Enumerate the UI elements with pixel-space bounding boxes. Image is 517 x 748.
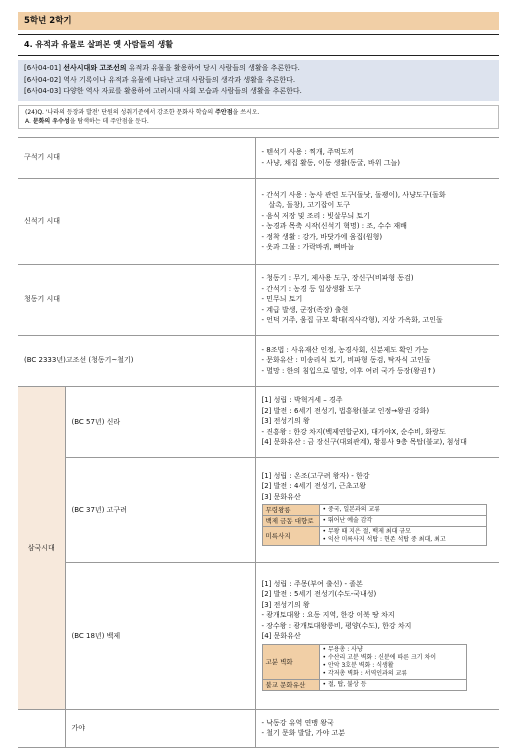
kingdom-label: (BC 37년) 고구려 — [65, 457, 255, 562]
kingdom-detail: [1] 성립 : 박혁거세 – 경주 [2] 발전 : 6세기 전성기, 법흥왕(불교 인정→왕권 강화) [3] 전성기의 왕 - 진흥왕 : 한강 차지(백제연합군X), 대가야X, 순수비, 화랑도 [4] 문화유산 : 금 장신구(대외관계), 황룡사 9층 목탑(불교), 첨성대 — [255, 386, 499, 457]
unit-title: 4. 유적과 유물로 살펴본 옛 사람들의 생활 — [18, 34, 499, 56]
qa-question: (24)Q. '나라의 등장과 발전' 단원의 성취기준에서 강조한 문화사 학습의 주안점을 쓰시오. — [25, 108, 260, 116]
heritage-row: 고분 벽화 • 무용총 : 사냥 • 수산리 고분 벽화 : 신분에 따른 크기 차이 • 안악 3호분 벽화 : 식생활 • 각저총 벽화 : 서역인과의 교류 — [262, 644, 466, 679]
kingdom-label: 가야 — [65, 709, 255, 747]
heritage-table — [262, 504, 487, 546]
era-detail: - 간석기 사용 : 농사 관련 도구(돌낫, 돌괭이), 사냥도구(돌화 살촉, 돌창), 고기잡이 도구 - 음식 저장 및 조리 : 빗살무늬 토기 - 농경과 목축 시작(신석기 혁명) : 조, 수수 재배 - 정착 생활 : 강가, 바닷가에 움집(원형) - 옷과 그물 : 가락바퀴, 뼈바늘 — [255, 178, 499, 264]
page — [18, 12, 499, 748]
heritage-table — [262, 644, 467, 691]
table-row — [18, 386, 499, 457]
semester-header: 5학년 2학기 — [18, 12, 499, 30]
heritage-row: 미륵사지 • 무왕 때 지은 절, 백제 최대 규모 • 익산 미륵사지 석탑 : 현존 석탑 중 최대, 최고 — [262, 527, 486, 546]
table-row — [18, 178, 499, 264]
heritage-row: 백제 금동 대향로 • 뛰어난 예술 감각 — [262, 516, 486, 527]
qa-note — [18, 105, 499, 129]
kingdom-detail: [1] 성립 : 온조(고구려 왕자) - 한강 [2] 발전 : 4세기 전성기, 근초고왕 [3] 문화유산 무령왕릉 • 중국, 일본과의 교류 백제 금동 대향로 • 뛰어난 예술 감각 미륵사지 • 무왕 때 지은 절, 백제 최대 규모 • 익산 미륵사지 석탑 : 현존 석탑 중 최대, 최고 — [255, 457, 499, 562]
qa-answer: A. 문화의 우수성을 탐색하는 데 주안점을 둔다. — [25, 117, 149, 125]
table-row — [18, 137, 499, 178]
table-row — [18, 335, 499, 386]
era-label: (BC 2333년)고조선 (청동기~철기) — [18, 335, 255, 386]
history-table — [18, 137, 499, 748]
standard-item: [6사04-03] 다양한 역사 자료를 활용하여 고려시대 사회 모습과 사람들의 생활을 추론한다. — [24, 87, 302, 95]
kingdom-detail: [1] 성립 : 주몽(부여 출신) - 졸본 [2] 발전 : 5세기 전성기(수도-국내성) [3] 전성기의 왕 - 광개토대왕 : 요동 지역, 한강 이북 땅 차지 - 장수왕 : 광개토대왕릉비, 평양(수도), 한강 차지 [4] 문화유산 고분 벽화 • 무용총 : 사냥 • 수산리 고분 벽화 : 신분에 따른 크기 차이 • 안악 3호분 벽화 : 식생활 • 각저총 벽화 : 서역인과의 교류 불교 문화유산 • 절, 탑, 불상 등 — [255, 562, 499, 709]
table-row — [18, 562, 499, 709]
table-row — [18, 457, 499, 562]
kingdom-label: (BC 57년) 신라 — [65, 386, 255, 457]
era-label: 청동기 시대 — [18, 264, 255, 335]
era-detail: - 청동기 : 무기, 제사용 도구, 장신구(비파형 동검) - 간석기 : 농경 등 일상생활 도구 - 민무늬 토기 - 계급 발생, 군장(족장) 출현 - 언덕 거주, 움집 규모 확대(직사각형), 지상 가옥화, 고인돌 — [255, 264, 499, 335]
era-detail: - 8조법 : 사유재산 인정, 농경사회, 신분제도 확인 가능 - 문화유산 : 미송리식 토기, 비파형 동검, 탁자식 고인돌 - 멸망 : 한의 침입으로 멸망, 이후 여러 국가 등장(왕권↑) — [255, 335, 499, 386]
heritage-row: 불교 문화유산 • 절, 탑, 불상 등 — [262, 679, 466, 690]
achievement-standards — [18, 60, 499, 101]
table-row — [18, 264, 499, 335]
era-detail: - 뗀석기 사용 : 찍개, 주먹도끼 - 사냥, 채집 활동, 이동 생활(동굴, 바위 그늘) — [255, 137, 499, 178]
table-row — [18, 709, 499, 747]
kingdom-label: (BC 18년) 백제 — [65, 562, 255, 709]
standard-item: [6사04-02] 역사 기록이나 유적과 유물에 나타난 고대 사람들의 생각과 생활을 추론한다. — [24, 75, 296, 84]
era-label: 구석기 시대 — [18, 137, 255, 178]
era-label: 신석기 시대 — [18, 178, 255, 264]
kingdom-detail: - 낙동강 유역 연맹 왕국 - 철기 문화 발달, 가야 고분 — [255, 709, 499, 747]
three-kingdoms-label: 삼국시대 — [18, 386, 65, 709]
heritage-row: 무령왕릉 • 중국, 일본과의 교류 — [262, 505, 486, 516]
standard-item: [6사04-01] 선사시대와 고조선의 유적과 유물을 활용하여 당시 사람들의 생활을 추론한다. — [24, 64, 300, 72]
blank-cell — [18, 709, 65, 747]
